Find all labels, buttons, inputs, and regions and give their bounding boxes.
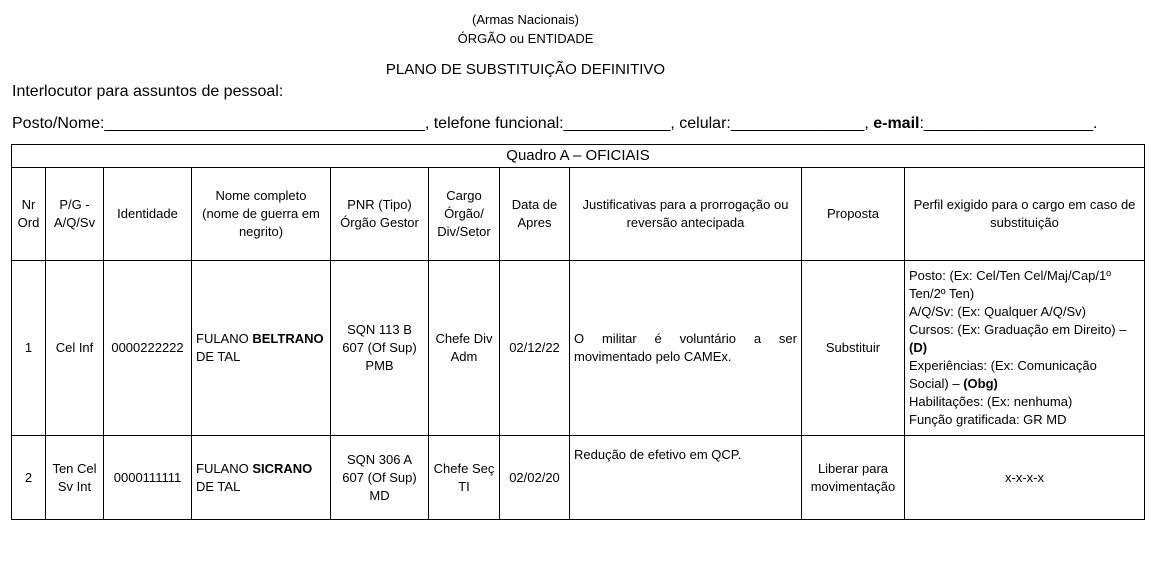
table-row	[12, 261, 1145, 436]
col-perfil: Perfil exigido para o cargo em caso de substituição	[905, 168, 1145, 261]
nome-suffix: DE TAL	[196, 478, 241, 494]
celular-blank: _______________	[730, 115, 865, 132]
table-row	[12, 436, 1145, 520]
cell-identidade: 0000111111	[104, 436, 192, 520]
col-pg: P/G - A/Q/Sv	[46, 168, 104, 261]
cell-data: 02/12/22	[500, 261, 570, 436]
col-proposta: Proposta	[802, 168, 905, 261]
col-nome-completo: Nome completo (nome de guerra em negrito)	[192, 168, 331, 261]
perfil-habilitacoes: Habilitações: (Ex: nenhuma)	[909, 394, 1073, 409]
celular-label: , celular:	[670, 115, 731, 132]
cell-pg: Ten Cel Sv Int	[46, 436, 104, 520]
email-colon: :	[919, 115, 924, 132]
cell-proposta: Liberar para movimentação	[802, 436, 905, 520]
perfil-experiencias-tag: (Obg)	[963, 376, 998, 391]
perfil-cursos-tag: (D)	[909, 340, 928, 355]
cell-cargo: Chefe Div Adm	[429, 261, 500, 436]
cell-nr: 1	[12, 261, 46, 436]
cell-justificativa: Redução de efetivo em QCP.	[570, 436, 802, 520]
perfil-experiencias-text: Experiências: (Ex: Comunicação Social) –	[909, 358, 1097, 391]
cell-nome	[192, 436, 331, 520]
interlocutor-label: Interlocutor para assuntos de pessoal:	[12, 83, 284, 100]
contact-line	[12, 115, 1097, 133]
telefone-label: , telefone funcional:	[424, 115, 564, 132]
line-end: .	[1093, 115, 1098, 132]
quadro-oficiais-table	[11, 144, 1145, 520]
cell-pg: Cel Inf	[46, 261, 104, 436]
cell-data: 02/02/20	[500, 436, 570, 520]
nome-de-guerra: BELTRANO	[252, 331, 324, 346]
col-cargo: Cargo Órgão/ Div/Setor	[429, 168, 500, 261]
cell-identidade: 0000222222	[104, 261, 192, 436]
posto-label: Posto/Nome:	[12, 115, 105, 132]
nome-suffix: DE TAL	[196, 349, 241, 364]
perfil-aqsv: A/Q/Sv: (Ex: Qualquer A/Q/Sv)	[909, 304, 1087, 319]
header-line-orgao: ÓRGÃO ou ENTIDADE	[457, 31, 594, 46]
cell-perfil: x-x-x-x	[905, 436, 1145, 520]
cell-nome	[192, 261, 331, 436]
cell-justificativa: O militar é voluntário a ser movimentado pelo CAMEx.	[570, 261, 802, 436]
telefone-blank: ____________	[563, 115, 671, 132]
cell-cargo: Chefe Seç TI	[429, 436, 500, 520]
col-justificativas: Justificativas para a prorrogação ou reversão antecipada	[570, 168, 802, 261]
cell-nr: 2	[12, 436, 46, 520]
col-pnr: PNR (Tipo) Órgão Gestor	[331, 168, 429, 261]
header-line-armas: (Armas Nacionais)	[472, 12, 579, 27]
nome-prefix: FULANO	[196, 331, 253, 346]
col-nr-ord: Nr Ord	[12, 168, 46, 261]
nome-de-guerra: SICRANO	[252, 460, 313, 476]
email-blank: ___________________	[923, 115, 1093, 132]
cell-pnr: SQN 113 B 607 (Of Sup) PMB	[331, 261, 429, 436]
column-header-row	[12, 168, 1145, 261]
cell-proposta: Substituir	[802, 261, 905, 436]
perfil-funcao: Função gratificada: GR MD	[909, 412, 1067, 427]
perfil-cursos-text: Cursos: (Ex: Graduação em Direito) –	[909, 322, 1127, 337]
perfil-experiencias	[909, 357, 1140, 393]
email-label: e-mail	[873, 115, 920, 132]
cell-pnr: SQN 306 A 607 (Of Sup) MD	[331, 436, 429, 520]
document-title: PLANO DE SUBSTITUIÇÃO DEFINITIVO	[385, 61, 666, 78]
table-caption: Quadro A – OFICIAIS	[12, 145, 1145, 168]
nome-prefix: FULANO	[196, 460, 253, 476]
perfil-cursos	[909, 321, 1140, 357]
cell-perfil	[905, 261, 1145, 436]
col-identidade: Identidade	[104, 168, 192, 261]
col-data-apres: Data de Apres	[500, 168, 570, 261]
email-separator: ,	[864, 115, 874, 132]
perfil-posto: Posto: (Ex: Cel/Ten Cel/Maj/Cap/1º Ten/2º Ten)	[909, 268, 1111, 301]
posto-blank: ____________________________________	[104, 115, 425, 132]
